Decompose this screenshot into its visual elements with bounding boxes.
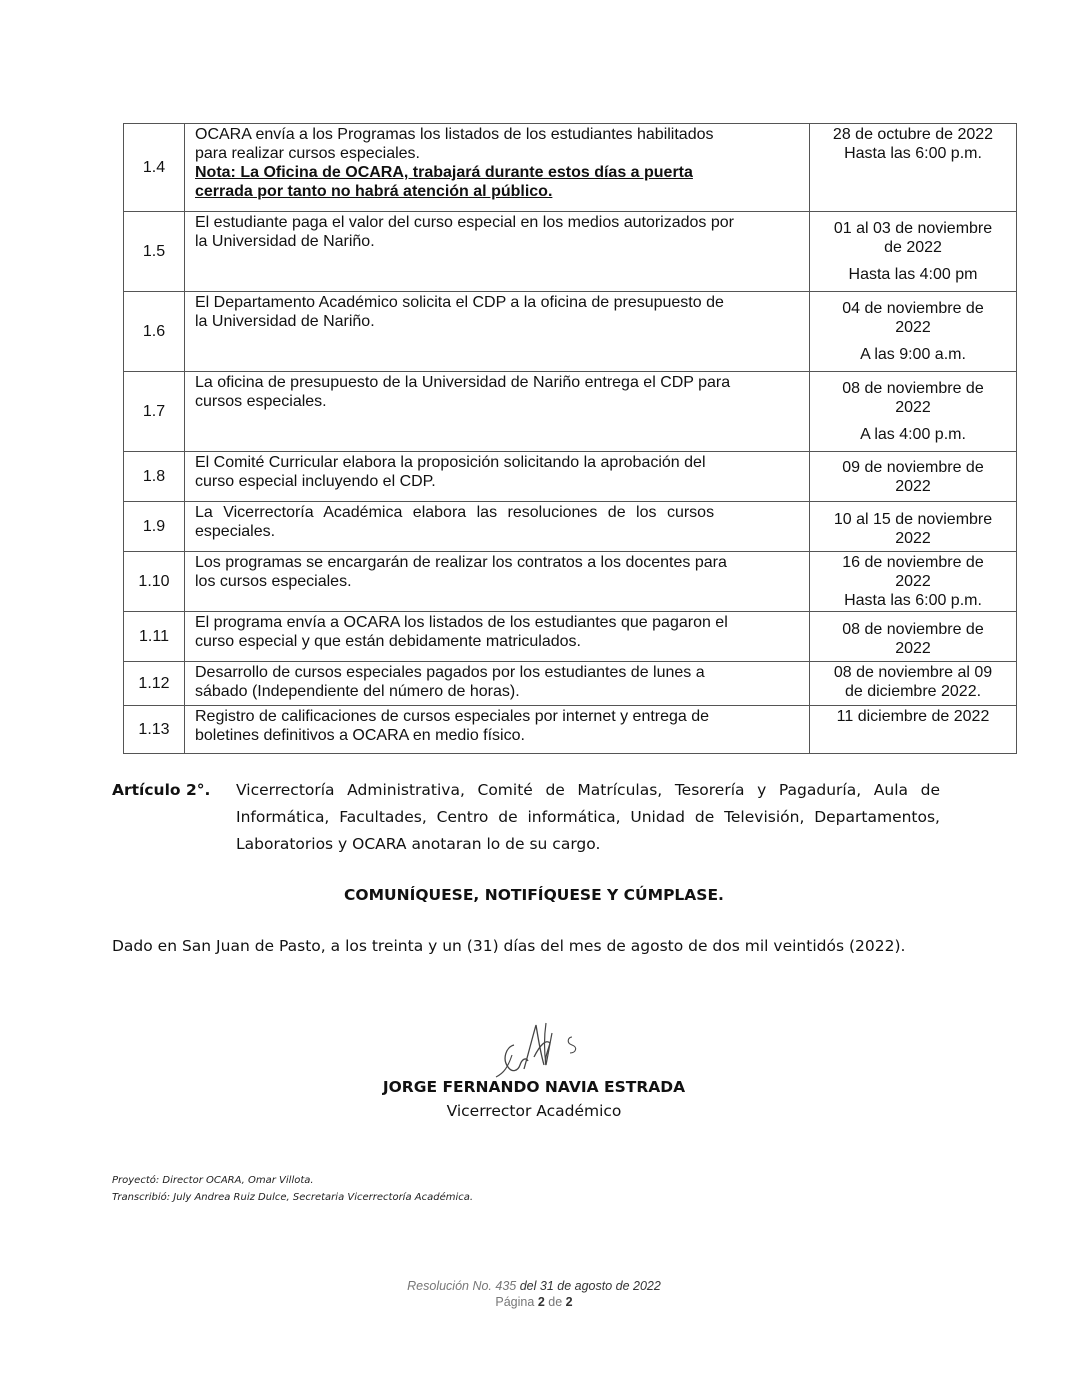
date-time: Hasta las 4:00 pm — [848, 266, 978, 283]
date-cell — [810, 552, 1017, 612]
row-number: 1.9 — [124, 502, 185, 552]
activity-line: La oficina de presupuesto de la Universidad de Nariño entrega el CDP para — [195, 374, 731, 391]
activity-line: cursos especiales. — [195, 393, 327, 410]
page-footer — [0, 1278, 1068, 1310]
row-number: 1.5 — [124, 212, 185, 292]
date-line: 2022 — [895, 319, 931, 336]
date-cell — [810, 662, 1017, 706]
activity-line: la Universidad de Nariño. — [195, 233, 375, 250]
footer-page-number — [0, 1294, 1068, 1310]
activity-cell — [185, 124, 810, 212]
date-line: 2022 — [895, 573, 931, 590]
activity-cell — [185, 452, 810, 502]
date-time: A las 4:00 p.m. — [860, 426, 966, 443]
closing-formula: COMUNÍQUESE, NOTIFÍQUESE Y CÚMPLASE. — [344, 886, 724, 904]
activity-line: Desarrollo de cursos especiales pagados por los estudiantes de lunes a — [195, 664, 705, 681]
activity-line: OCARA envía a los Programas los listados de los estudiantes habilitados — [195, 126, 714, 143]
date-line: 01 al 03 de noviembre — [833, 220, 993, 237]
articulo-text: Vicerrectoría Administrativa, Comité de Matrículas, Tesorería y Pagaduría, Aula de Informática, Facultades, Centro de informática, Unidad de Televisión, Departamentos, Laboratorios y OCARA anotaran lo de su cargo. — [236, 781, 940, 853]
footer-resolution — [0, 1278, 1068, 1294]
footer-page-current: 2 — [537, 1295, 545, 1309]
activity-line: El programa envía a OCARA los listados de los estudiantes que pagaron el — [195, 614, 728, 631]
schedule-table-wrapper — [123, 123, 994, 754]
table-row — [124, 372, 1017, 452]
row-number: 1.12 — [124, 662, 185, 706]
credit-transcribio: Transcribió: July Andrea Ruiz Dulce, Secretaria Vicerrectoría Académica. — [112, 1192, 474, 1203]
credit-proyecto: Proyectó: Director OCARA, Omar Villota. — [112, 1175, 314, 1186]
activity-line: especiales. — [195, 523, 276, 540]
date-line: 2022 — [895, 530, 931, 547]
table-row — [124, 706, 1017, 754]
activity-cell — [185, 502, 810, 552]
activity-cell — [185, 552, 810, 612]
table-row — [124, 212, 1017, 292]
activity-line: El Departamento Académico solicita el CDP a la oficina de presupuesto de — [195, 294, 724, 311]
activity-cell — [185, 612, 810, 662]
date-cell — [810, 372, 1017, 452]
activity-line: curso especial y que están debidamente matriculados. — [195, 633, 581, 650]
activity-line: El Comité Curricular elabora la proposición solicitando la aprobación del — [195, 454, 706, 471]
date-line: 08 de noviembre de — [842, 380, 984, 397]
activity-line: sábado (Independiente del número de horas). — [195, 683, 520, 700]
date-line: 2022 — [895, 399, 931, 416]
date-line: 28 de octubre de 2022 — [832, 126, 994, 143]
footer-res-number: 435 — [495, 1279, 517, 1293]
activity-line: para realizar cursos especiales. — [195, 145, 420, 162]
date-cell — [810, 612, 1017, 662]
activity-line: curso especial incluyendo el CDP. — [195, 473, 436, 490]
table-row — [124, 502, 1017, 552]
activity-line: La Vicerrectoría Académica elabora las resoluciones de los cursos — [195, 504, 715, 521]
activity-cell — [185, 212, 810, 292]
footer-page-of: de — [548, 1295, 563, 1309]
activity-line: boletines definitivos a OCARA en medio físico. — [195, 727, 525, 744]
table-row — [124, 552, 1017, 612]
activity-note: cerrada por tanto no habrá atención al público. — [195, 183, 553, 200]
table-row — [124, 452, 1017, 502]
date-line: 08 de noviembre al 09 — [833, 664, 993, 681]
date-line: 04 de noviembre de — [842, 300, 984, 317]
date-line: 16 de noviembre de — [842, 554, 984, 571]
credits — [112, 1172, 473, 1206]
signer-role: Vicerrector Académico — [446, 1102, 622, 1120]
row-number: 1.10 — [124, 552, 185, 612]
table-row — [124, 124, 1017, 212]
activity-cell — [185, 372, 810, 452]
table-row — [124, 612, 1017, 662]
row-number: 1.7 — [124, 372, 185, 452]
date-cell — [810, 452, 1017, 502]
date-line: 11 diciembre de 2022 — [836, 708, 990, 725]
activity-line: los cursos especiales. — [195, 573, 352, 590]
row-number: 1.4 — [124, 124, 185, 212]
footer-page-total: 2 — [565, 1295, 573, 1309]
articulo-label: Artículo 2°. — [112, 781, 211, 799]
date-cell — [810, 124, 1017, 212]
date-line: Hasta las 6:00 p.m. — [844, 592, 982, 609]
date-line: 2022 — [895, 640, 931, 657]
activity-line: la Universidad de Nariño. — [195, 313, 375, 330]
row-number: 1.13 — [124, 706, 185, 754]
date-cell — [810, 502, 1017, 552]
activity-line: Registro de calificaciones de cursos especiales por internet y entrega de — [195, 708, 710, 725]
date-line: 2022 — [895, 478, 931, 495]
footer-page-label: Página — [495, 1295, 535, 1309]
row-number: 1.11 — [124, 612, 185, 662]
activity-cell — [185, 292, 810, 372]
activity-note: Nota: La Oficina de OCARA, trabajará durante estos días a puerta — [195, 164, 693, 181]
date-cell — [810, 212, 1017, 292]
date-cell — [810, 706, 1017, 754]
date-line: 08 de noviembre de — [842, 621, 984, 638]
date-time: A las 9:00 a.m. — [860, 346, 966, 363]
date-line: 10 al 15 de noviembre — [833, 511, 993, 528]
signature-mark — [486, 1015, 596, 1085]
table-row — [124, 292, 1017, 372]
row-number: 1.6 — [124, 292, 185, 372]
signer-name: JORGE FERNANDO NAVIA ESTRADA — [382, 1078, 686, 1096]
activity-cell — [185, 706, 810, 754]
date-line: de diciembre 2022. — [844, 683, 982, 700]
dated-statement: Dado en San Juan de Pasto, a los treinta y un (31) días del mes de agosto de dos mil veintidós (2022). — [112, 937, 906, 955]
table-row — [124, 662, 1017, 706]
schedule-table — [123, 123, 1017, 754]
activity-cell — [185, 662, 810, 706]
row-number: 1.8 — [124, 452, 185, 502]
footer-res-date: del 31 de agosto de 2022 — [519, 1279, 661, 1293]
activity-line: Los programas se encargarán de realizar los contratos a los docentes para — [195, 554, 727, 571]
date-cell — [810, 292, 1017, 372]
date-line: Hasta las 6:00 p.m. — [844, 145, 982, 162]
date-line: de 2022 — [884, 239, 942, 256]
footer-res-label: Resolución No. — [407, 1279, 492, 1293]
date-line: 09 de noviembre de — [842, 459, 984, 476]
activity-line: El estudiante paga el valor del curso especial en los medios autorizados por — [195, 214, 734, 231]
